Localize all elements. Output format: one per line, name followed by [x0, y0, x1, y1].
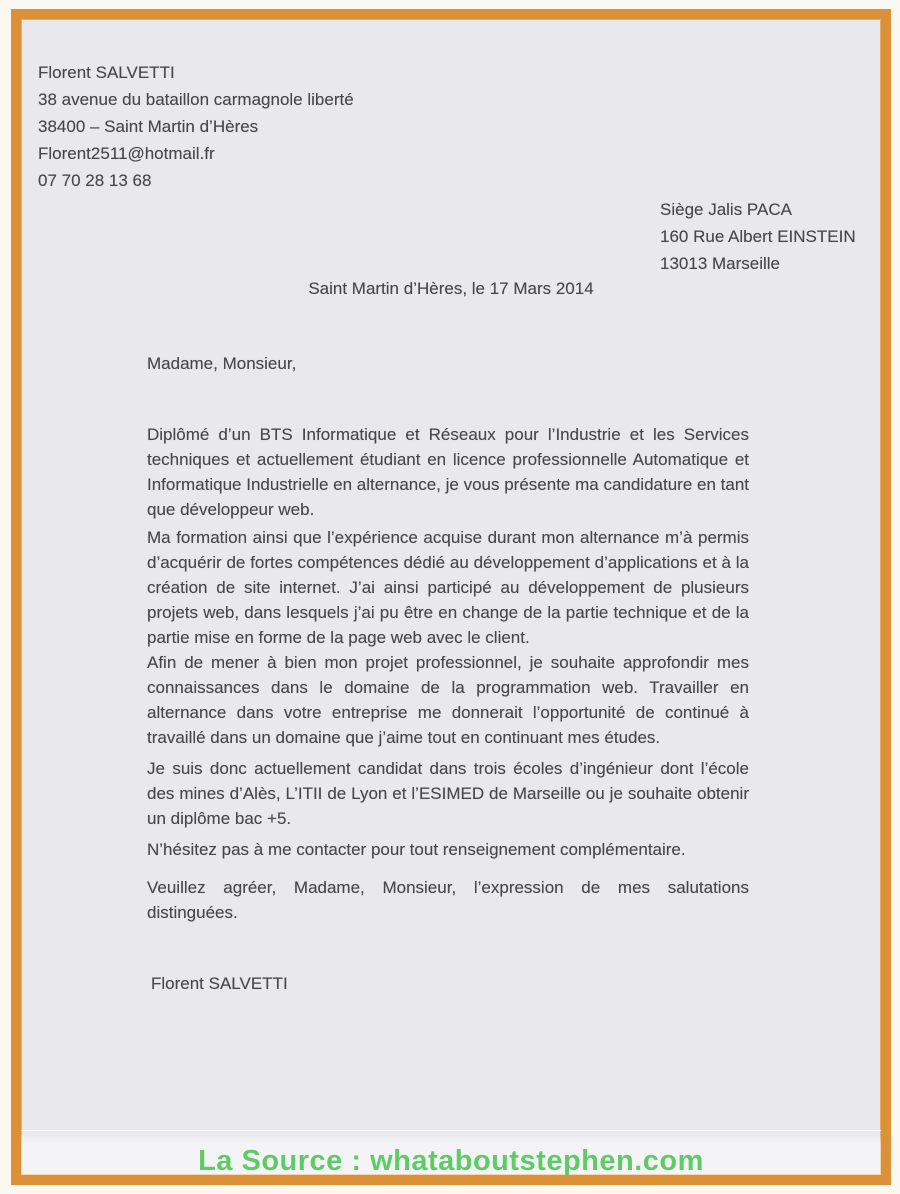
recipient-street: 160 Rue Albert EINSTEIN [660, 227, 856, 246]
signature: Florent SALVETTI [151, 974, 288, 993]
sender-street: 38 avenue du bataillon carmagnole liberté [38, 90, 354, 109]
letter-page [21, 19, 881, 1175]
sender-block [38, 59, 354, 194]
recipient-company: Siège Jalis PACA [660, 200, 792, 219]
body-paragraph-2: Ma formation ainsi que l’expérience acquise durant mon alternance m’à permis d’acquérir de fortes compétences dédié au développement d’applications et à la création de site internet. J’ai ainsi participé au développement de plusieurs projets web, dans lesquels j’ai pu être en change de la partie technique et de la partie mise en forme de la page web avec le client. [147, 528, 749, 647]
page-frame [11, 9, 891, 1185]
body-paragraph-5: N’hésitez pas à me contacter pour tout renseignement complémentaire. [147, 840, 686, 859]
recipient-city: 13013 Marseille [660, 254, 781, 273]
recipient-block [660, 196, 856, 277]
sender-city: 38400 – Saint Martin d’Hères [38, 117, 259, 136]
sender-email: Florent2511@hotmail.fr [38, 144, 215, 163]
date-line: Saint Martin d’Hères, le 17 Mars 2014 [308, 279, 594, 298]
sender-phone: 07 70 28 13 68 [38, 171, 152, 190]
salutation: Madame, Monsieur, [147, 354, 297, 373]
watermark-text: La Source : whataboutstephen.com [198, 1145, 704, 1175]
body-paragraph-3: Afin de mener à bien mon projet professionnel, je souhaite approfondir mes connaissances dans le domaine de la programmation web. Travailler en alternance dans votre entreprise me donnerait l’opportunité de continué à travaillé dans un domaine que j’aime tout en continuant mes études. [147, 653, 749, 747]
watermark-band [21, 1130, 881, 1175]
sender-name: Florent SALVETTI [38, 63, 175, 82]
body-paragraph-1: Diplômé d’un BTS Informatique et Réseaux pour l’Industrie et les Services techniques et actuellement étudiant en licence professionnelle Automatique et Informatique Industrielle en alternance, je vous présente ma candidature en tant que développeur web. [147, 425, 749, 519]
body-paragraph-4: Je suis donc actuellement candidat dans trois écoles d’ingénieur dont l’école des mines d’Alès, L’ITII de Lyon et l’ESIMED de Marseille ou je souhaite obtenir un diplôme bac +5. [147, 759, 749, 828]
body-paragraph-6: Veuillez agréer, Madame, Monsieur, l’expression de mes salutations distinguées. [147, 878, 749, 922]
